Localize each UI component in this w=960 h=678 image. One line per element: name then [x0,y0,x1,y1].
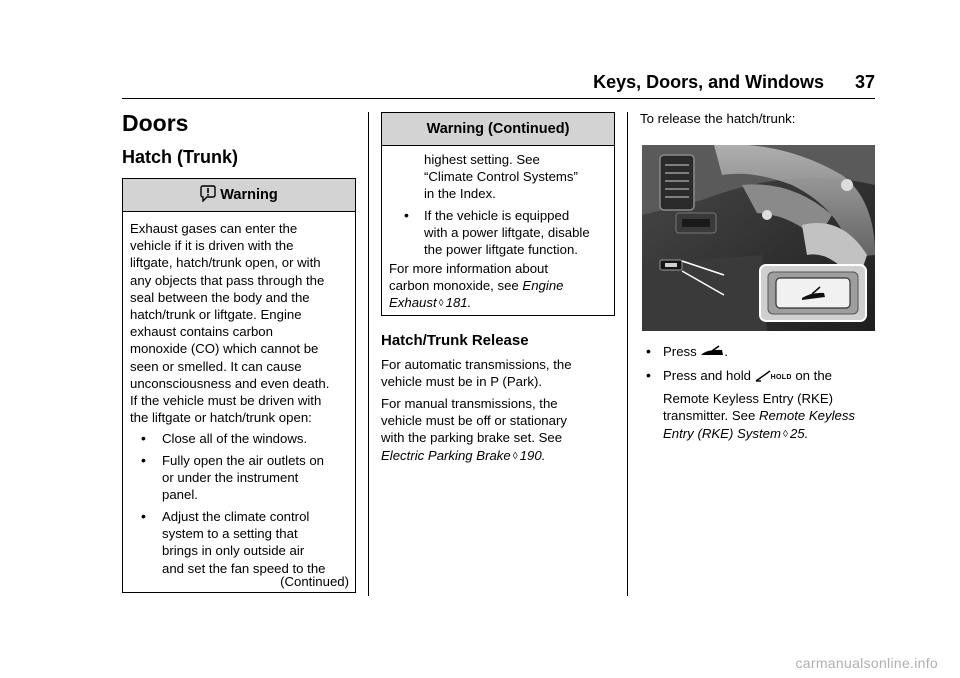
hatch-release-icon [700,345,724,362]
text-line: Entry (RKE) System ◊ 25. [663,425,809,441]
text-line: with the parking brake set. See [381,430,563,446]
subheading-hatch-trunk-release: Hatch/Trunk Release [381,332,529,349]
text-run: on the [791,368,833,383]
text-line: If the vehicle is equipped [424,208,570,223]
cross-reference-link[interactable]: Engine [522,278,564,294]
warning-continued-header: Warning (Continued) [382,113,614,146]
cross-reference-link[interactable]: Entry (RKE) System [663,425,781,441]
cross-reference-link[interactable]: Electric Parking Brake [381,447,511,463]
text-line: Fully open the air outlets on [162,453,325,468]
text-line: Exhaust gases can enter the [130,221,298,236]
bullet-marker: • [404,207,409,223]
text-line: the power liftgate function. [424,242,578,258]
text-line: or under the instrument [162,470,299,486]
text-line: liftgate, hatch/trunk open, or with [130,255,321,271]
column-divider-left [368,112,369,596]
cross-reference-link[interactable]: Exhaust [389,295,437,311]
footer-watermark: carmanualsonline.info [795,655,938,671]
warning-box [122,178,356,593]
page-ref-icon: ◊ [512,450,518,462]
text-line: Electric Parking Brake ◊ 190. [381,447,546,463]
text-line: unconsciousness and even death. [130,375,330,391]
step-press-hold-rke [663,367,878,443]
running-header-title: Keys, Doors, and Windows [593,72,824,92]
text-line [389,277,613,294]
bullet-text-climate-control [162,508,326,577]
warning-icon [200,182,216,215]
text-line: If the vehicle must be driven with [130,393,322,408]
page-reference[interactable]: 25 [789,425,805,441]
text-line: monoxide (CO) which cannot be [130,341,319,357]
text-line: Remote Keyless Entry (RKE) [663,391,834,407]
page-number: 37 [854,72,875,92]
text-line: seen or smelled. It can cause [130,358,302,374]
text-line: highest setting. See [424,152,540,167]
text-run: Press [663,344,701,359]
text-line: vehicle must be in P (Park). [381,374,542,390]
column-divider-right [627,112,628,596]
text-line: any objects that pass through the [130,272,325,288]
subheading-hatch-trunk: Hatch (Trunk) [122,147,239,167]
text-line: brings in only outside air [162,543,305,559]
cross-reference-link[interactable]: Remote Keyless [759,408,856,424]
bullet-text-close-windows [162,430,307,447]
text-run: . [724,344,729,359]
warning-paragraph-1 [130,220,356,392]
text-line: with a power liftgate, disable [424,225,590,241]
dashboard-hatch-button-photo [642,145,875,331]
bullet-text-power-liftgate [424,207,590,259]
text-line: system to a setting that [162,526,298,542]
text-line: vehicle if it is driven with the [130,238,294,254]
bullet-text-air-outlets [162,452,324,504]
bullet-marker: • [646,367,651,383]
text-line: exhaust contains carbon [130,324,273,340]
text-run: Press and hold [663,368,755,383]
warning-continued-box [381,112,615,316]
bullet-marker: • [141,452,146,468]
header-rule [122,98,875,99]
text-line: Adjust the climate control [162,509,310,524]
text-line: panel. [162,487,198,503]
bullet-marker: • [141,508,146,524]
trunk-hold-icon [755,369,771,386]
more-info-paragraph [389,260,613,313]
manual-transmission-paragraph [381,395,621,465]
bullet-marker: • [646,343,651,359]
text-line: “Climate Control Systems” [424,169,578,185]
warning-continued-text [424,151,578,203]
text-line: the liftgate or hatch/trunk open: [130,410,312,426]
release-intro: To release the hatch/trunk: [640,111,796,126]
text-line: For automatic transmissions, the [381,357,572,372]
hold-label: HOLD [770,374,792,381]
text-line: Close all of the windows. [162,431,308,446]
text-line: hatch/trunk or liftgate. Engine [130,307,302,323]
page-ref-icon: ◊ [438,298,444,310]
text-line: Exhaust ◊ 181. [389,295,472,311]
bullet-marker: • [141,430,146,446]
text-line [663,367,878,386]
text-line: vehicle must be off or stationary [381,413,567,429]
text-line: For manual transmissions, the [381,396,558,411]
page-reference[interactable]: 181 [445,295,468,311]
warning-title: Warning [220,187,278,203]
text-line: seal between the body and the [130,289,310,305]
text-line: For more information about [389,261,549,276]
text-line: and set the fan speed to the [162,560,326,576]
continued-label: (Continued) [280,574,349,589]
warning-paragraph-2 [130,392,356,426]
text-line [663,407,878,424]
text-run: carbon monoxide, see [389,278,523,294]
page-ref-icon: ◊ [782,428,788,440]
text-line: in the Index. [424,186,496,202]
section-heading-doors: Doors [122,110,189,136]
warning-header [123,179,355,212]
step-press-button [663,343,728,362]
text-run: transmitter. See [663,408,760,424]
automatic-transmission-paragraph [381,356,617,390]
page-reference[interactable]: 190 [519,447,542,463]
